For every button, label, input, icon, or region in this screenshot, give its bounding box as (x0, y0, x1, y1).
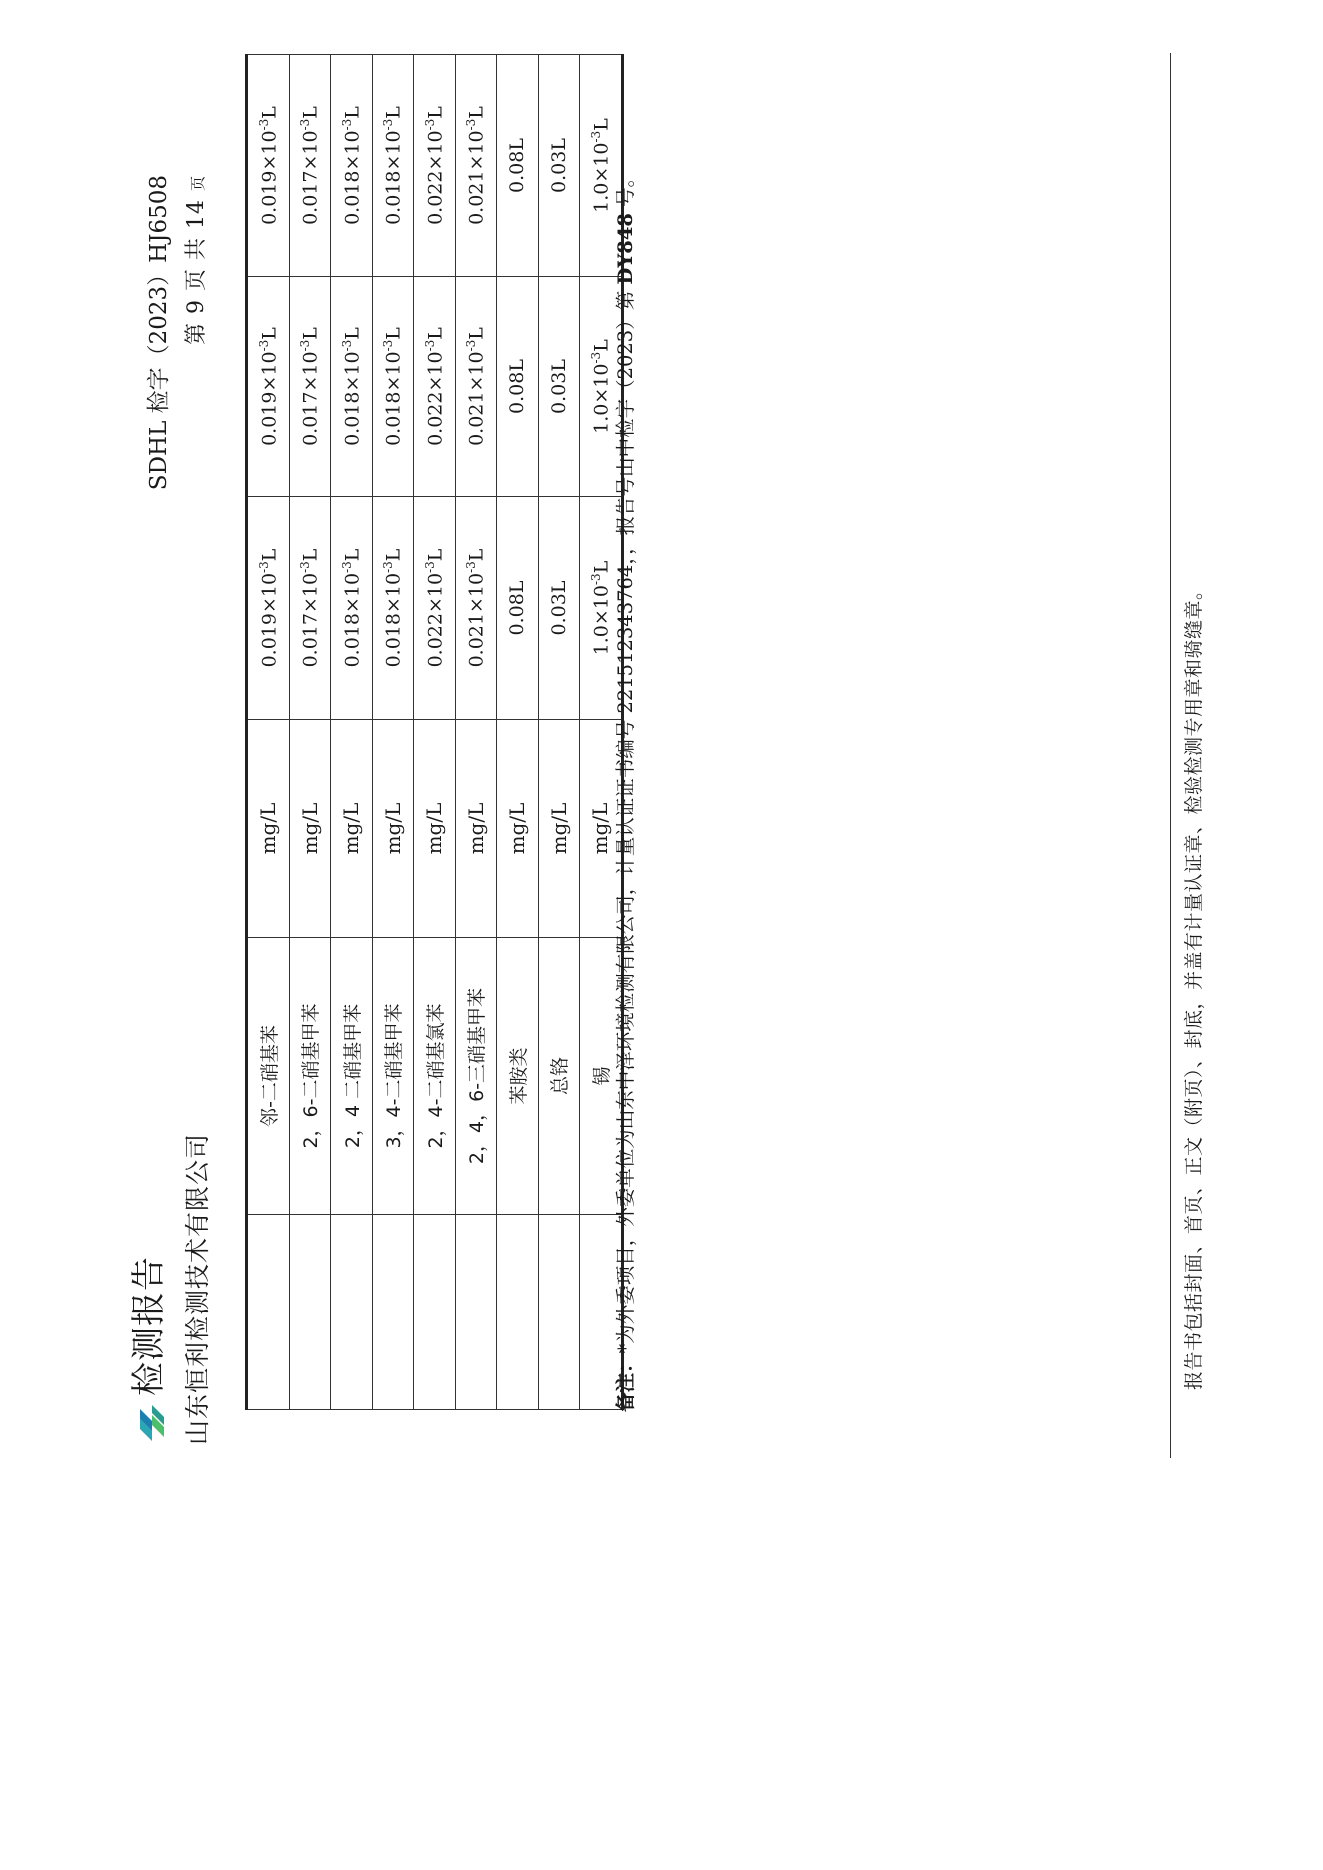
result-suffix: L (299, 327, 322, 340)
result-exponent: -3 (422, 118, 437, 131)
result-base: 0.022×10 (423, 351, 446, 446)
category-cell (247, 1215, 290, 1410)
table-row (289, 55, 331, 1410)
table-row (538, 55, 580, 1410)
result-value (247, 55, 290, 277)
result-value (414, 497, 456, 720)
result-exponent: -3 (381, 339, 396, 352)
result-base: 0.019×10 (257, 351, 280, 446)
result-exponent: -3 (422, 561, 437, 573)
result-value (331, 497, 373, 720)
result-base: 0.017×10 (299, 130, 322, 225)
parameter-unit: mg/L (289, 720, 331, 938)
table-row (414, 55, 456, 1410)
result-value (497, 55, 539, 277)
result-exponent: -3 (464, 561, 479, 573)
result-base: 0.018×10 (340, 351, 363, 446)
footer-note: 报告书包括封面、首页、正文（附页）、封底，并盖有计量认证章、检验检测专用章和骑缝章。 (1183, 580, 1205, 1390)
remark-label: 备注： (614, 1353, 637, 1412)
result-value (372, 277, 414, 497)
result-suffix: L (340, 327, 363, 340)
category-cell (331, 1215, 373, 1410)
result-base: 0.08L (506, 138, 529, 193)
results-table (245, 54, 624, 1410)
parameter-name: 锡 (580, 938, 623, 1215)
category-cell (497, 1215, 539, 1410)
category-cell (455, 1215, 497, 1410)
result-value (455, 497, 497, 720)
results-table-body (247, 55, 623, 1410)
result-base: 1.0×10 (589, 585, 612, 656)
result-base: 0.017×10 (299, 572, 322, 668)
result-base: 0.018×10 (382, 351, 405, 446)
parameter-name: 2，4-二硝基氯苯 (414, 938, 456, 1215)
result-base: 0.03L (547, 138, 570, 193)
result-suffix: L (257, 106, 280, 119)
parameter-name: 3，4-二硝基甲苯 (372, 938, 414, 1215)
parameter-name: 总铬 (538, 938, 580, 1215)
result-value (497, 277, 539, 497)
result-base: 0.08L (506, 359, 529, 414)
result-suffix: L (423, 106, 446, 119)
table-row (247, 55, 290, 1410)
parameter-unit: mg/L (414, 720, 456, 938)
result-value (372, 55, 414, 277)
report-number: SDHL 检字（2023）HJ6508 (146, 175, 172, 491)
page-current: 9 (184, 299, 209, 315)
result-base: 0.018×10 (382, 572, 405, 668)
parameter-name: 苯胺类 (497, 938, 539, 1215)
parameter-unit: mg/L (247, 720, 290, 938)
result-suffix: L (465, 327, 488, 340)
result-exponent: -3 (588, 130, 603, 143)
result-value (289, 55, 331, 277)
result-base: 0.019×10 (257, 572, 280, 668)
report-title: 检测报告 (129, 1256, 169, 1396)
parameter-unit: mg/L (497, 720, 539, 938)
result-suffix: L (589, 339, 612, 352)
result-value (414, 277, 456, 497)
result-base: 0.03L (547, 359, 570, 414)
result-suffix: L (382, 548, 405, 562)
page-indicator (183, 175, 212, 345)
result-base: 0.021×10 (465, 351, 488, 446)
result-suffix: L (257, 548, 280, 562)
category-cell (538, 1215, 580, 1410)
table-row (497, 55, 539, 1410)
result-exponent: -3 (298, 561, 313, 573)
result-suffix: L (299, 548, 322, 562)
result-value (538, 497, 580, 720)
result-suffix: L (423, 327, 446, 340)
result-base: 0.021×10 (465, 572, 488, 668)
result-value (414, 55, 456, 277)
remark-end: 号。 (614, 167, 637, 214)
category-cell (414, 1215, 456, 1410)
result-suffix: L (589, 560, 612, 574)
result-exponent: -3 (464, 339, 479, 352)
category-cell (289, 1215, 331, 1410)
page-mid: 页 共 (184, 237, 209, 292)
result-value (331, 277, 373, 497)
result-exponent: -3 (339, 561, 354, 573)
result-exponent: -3 (381, 118, 396, 131)
remark-report-ref: DY848 (614, 213, 637, 285)
result-base: 0.022×10 (423, 572, 446, 668)
result-exponent: -3 (464, 118, 479, 131)
result-base: 0.017×10 (299, 351, 322, 446)
page-suffix: 页 (189, 175, 207, 192)
result-suffix: L (382, 327, 405, 340)
result-value (372, 497, 414, 720)
parameter-unit: mg/L (455, 720, 497, 938)
report-logo-icon (132, 1401, 172, 1445)
result-exponent: -3 (339, 339, 354, 352)
result-value (247, 497, 290, 720)
result-value (538, 277, 580, 497)
result-exponent: -3 (588, 351, 603, 364)
result-suffix: L (423, 548, 446, 562)
result-exponent: -3 (422, 339, 437, 352)
result-exponent: -3 (256, 339, 271, 352)
result-suffix: L (465, 106, 488, 119)
table-row (372, 55, 414, 1410)
result-value (247, 277, 290, 497)
parameter-name: 邻-二硝基苯 (247, 938, 290, 1215)
result-suffix: L (340, 548, 363, 562)
result-exponent: -3 (256, 118, 271, 131)
result-exponent: -3 (298, 339, 313, 352)
remark-line (612, 168, 640, 1412)
result-base: 1.0×10 (589, 142, 612, 213)
result-suffix: L (299, 106, 322, 119)
result-base: 0.018×10 (340, 130, 363, 225)
table-row (455, 55, 497, 1410)
result-suffix: L (589, 118, 612, 131)
result-base: 0.019×10 (257, 130, 280, 225)
parameter-unit: mg/L (331, 720, 373, 938)
result-value (455, 55, 497, 277)
parameter-name: 2，4，6-三硝基甲苯 (455, 938, 497, 1215)
result-value (289, 277, 331, 497)
result-value (455, 277, 497, 497)
page-prefix: 第 (184, 322, 209, 346)
result-value (331, 55, 373, 277)
parameter-unit: mg/L (580, 720, 623, 938)
parameter-unit: mg/L (538, 720, 580, 938)
result-base: 0.018×10 (340, 572, 363, 668)
result-suffix: L (465, 548, 488, 562)
remark-text: *为外委项目，外委单位为山东中泽环境检测有限公司，计量认证证书编号 221512343764，，报告号山中检字（2023）第 (614, 284, 637, 1354)
result-exponent: -3 (381, 561, 396, 573)
result-exponent: -3 (588, 573, 603, 585)
result-base: 0.03L (547, 580, 570, 636)
result-base: 0.018×10 (382, 130, 405, 225)
footer-divider (1170, 53, 1171, 1458)
parameter-name: 2，6-二硝基甲苯 (289, 938, 331, 1215)
category-cell (372, 1215, 414, 1410)
result-base: 0.022×10 (423, 130, 446, 225)
result-exponent: -3 (256, 561, 271, 573)
result-value (497, 497, 539, 720)
result-base: 1.0×10 (589, 363, 612, 434)
page-total: 14 (184, 199, 209, 230)
parameter-name: 2，4 二硝基甲苯 (331, 938, 373, 1215)
parameter-unit: mg/L (372, 720, 414, 938)
result-suffix: L (340, 106, 363, 119)
result-base: 0.08L (506, 580, 529, 636)
table-row (331, 55, 373, 1410)
result-suffix: L (382, 106, 405, 119)
result-value (289, 497, 331, 720)
result-value (538, 55, 580, 277)
result-exponent: -3 (298, 118, 313, 131)
company-name: 山东恒利检测技术有限公司 (183, 1132, 212, 1445)
result-suffix: L (257, 327, 280, 340)
result-base: 0.021×10 (465, 130, 488, 225)
result-exponent: -3 (339, 118, 354, 131)
